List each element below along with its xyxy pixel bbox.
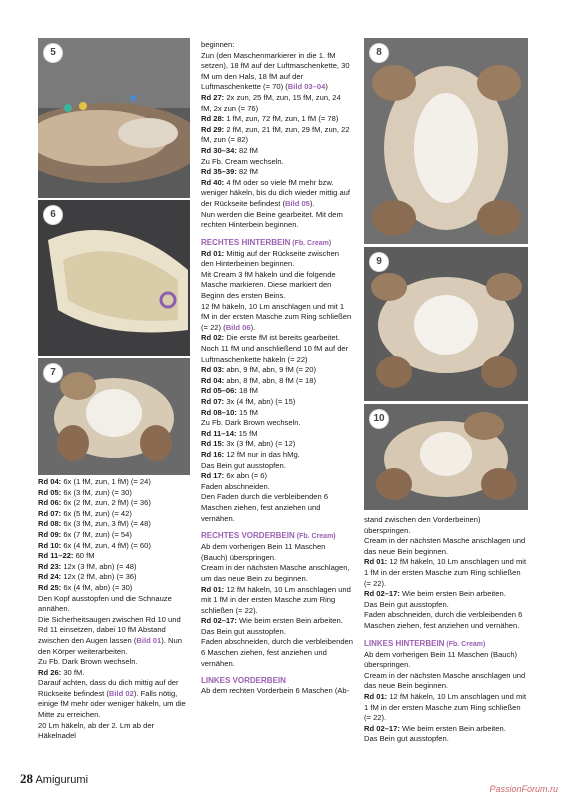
round-line: Rd 01: Mittig auf der Rückseite zwischen den Hinterbeinen beginnen.	[201, 248, 340, 269]
photo-badge: 5	[44, 44, 62, 62]
round-line: Rd 06: 6x (2 fM, zun, 2 fM) (= 36)	[38, 498, 151, 508]
round-line: Rd 01: 12 fM häkeln, 10 Lm anschlagen und mit 1 fM in der ersten Masche zum Ring schließen (= 22).	[364, 691, 527, 723]
round-line: Rd 35–39: 82 fM	[201, 167, 258, 177]
round-line: Rd 28: 1 fM, zun, 72 fM, zun, 1 fM (= 78)	[201, 114, 339, 124]
text-column-middle	[201, 40, 353, 697]
paragraph: Ab dem vorherigen Bein 11 Maschen (Bauch) überspringen.	[201, 542, 326, 562]
page-footer	[20, 771, 88, 787]
paragraph: Cream in der nächsten Masche anschlagen und das neue Bein beginnen.	[364, 670, 526, 691]
paragraph: Zu Fb. Dark Brown wechseln.	[201, 418, 301, 428]
section-heading: RECHTES HINTERBEIN (Fb. Cream)	[201, 237, 332, 247]
round-line: Rd 01: 12 fM häkeln, 10 Lm anschlagen und mit 1 fM in der ersten Masche zum Ring schließen (= 22).	[201, 584, 351, 615]
round-line: Rd 16: 12 fM nur in das hMg.	[201, 449, 300, 459]
round-line: Rd 24: 12x (2 fM, abn) (= 36)	[38, 572, 137, 582]
round-line: Rd 27: 2x zun, 25 fM, zun, 15 fM, zun, 24 fM, 2x zun (= 76)	[201, 92, 341, 113]
round-line: Rd 03: abn, 9 fM, abn, 9 fM (= 20)	[201, 365, 317, 375]
photo-8-image	[364, 38, 528, 244]
round-line: Rd 09: 6x (7 fM, zun) (= 54)	[38, 529, 132, 539]
section-heading: RECHTES VORDERBEIN (Fb. Cream)	[201, 531, 336, 541]
round-line: Rd 15: 3x (3 fM, abn) (= 12)	[201, 439, 296, 449]
paragraph: Das Bein gut ausstopfen.	[201, 460, 286, 470]
round-line: Rd 08: 6x (3 fM, zun, 3 fM) (= 48)	[38, 519, 151, 529]
round-line: Rd 11–22: 60 fM	[38, 551, 95, 561]
round-line: Rd 10: 6x (4 fM, zun, 4 fM) (= 60)	[38, 540, 151, 550]
paragraph: Cream in der nächsten Masche anschlagen und das neue Bein beginnen.	[364, 536, 526, 556]
photo-badge: 7	[44, 364, 62, 382]
section-heading: LINKES VORDERBEIN	[201, 676, 286, 686]
section-heading: LINKES HINTERBEIN (Fb. Cream)	[364, 638, 486, 648]
paragraph: stand zwischen den Vorderbeinen) überspringen.	[364, 515, 481, 535]
round-line: Rd 25: 6x (4 fM, abn) (= 30)	[38, 582, 133, 592]
paragraph: Das Bein gut ausstopfen.	[201, 626, 286, 636]
paragraph: Den Kopf ausstopfen und die Schnauze annähen.	[38, 593, 172, 614]
round-line: Rd 23: 12x (3 fM, abn) (= 48)	[38, 561, 137, 571]
paragraph: Den Faden durch die verbleibenden 6 Maschen ziehen, fest anziehen und vernähen.	[201, 492, 329, 523]
paragraph: Noch 11 fM und anschließend 10 fM auf der Luftmaschenkette häkeln (= 22)	[201, 344, 349, 364]
paragraph: beginnen:	[201, 40, 235, 49]
round-line: Rd 05–06: 18 fM	[201, 386, 258, 396]
round-line: Rd 05: 6x (3 fM, zun) (= 30)	[38, 487, 132, 497]
round-line: Rd 08–10: 15 fM	[201, 407, 258, 417]
paragraph: Das Bein gut ausstopfen.	[364, 599, 449, 609]
round-line: Rd 17: 6x abn (= 6)	[201, 471, 268, 481]
photo-9	[364, 247, 528, 401]
text-column-right	[364, 515, 528, 745]
round-line: Rd 26: 30 fM.	[38, 667, 85, 677]
photo-8	[364, 38, 528, 244]
round-line: Rd 30–34: 82 fM	[201, 145, 258, 155]
photo-badge: 9	[370, 253, 388, 271]
paragraph: Das Bein gut ausstopfen.	[364, 734, 449, 744]
paragraph: Ab dem vorherigen Bein 11 Maschen (Bauch) überspringen.	[364, 649, 518, 670]
round-line: Rd 02: Die erste fM ist bereits gearbeitet.	[201, 333, 340, 343]
paragraph: Faden abschneiden, durch die verbleibenden 6 Maschen ziehen, fest anziehen und vernähen.	[201, 637, 353, 668]
photo-10	[364, 404, 528, 510]
round-line: Rd 29: 2 fM, zun, 21 fM, zun, 29 fM, zun, 22 fM, zun (= 82)	[201, 124, 350, 145]
paragraph: Mit Cream 3 fM häkeln und die folgende Masche markieren. Diese markiert den Beginn des ersten Beins.	[201, 269, 336, 301]
round-line: Rd 02–17: Wie beim ersten Bein arbeiten.	[201, 616, 343, 626]
paragraph: Ab dem rechten Vorderbein 6 Maschen (Ab-	[201, 686, 350, 696]
photo-9-image	[364, 247, 528, 401]
text-column-left	[38, 477, 190, 742]
photo-6	[38, 200, 190, 356]
photo-7	[38, 358, 190, 475]
round-line: Rd 01: 12 fM häkeln, 10 Lm anschlagen und mit 1 fM in der ersten Masche zum Ring schließen (= 22).	[364, 557, 527, 588]
paragraph: Zun (den Maschenmarkierer in die 1. fM setzen), 18 fM auf der Luftmaschenkette, 30 fM um den Hals, 18 fM auf der Luftmaschenkette (= 70) (Bild 03–04)	[201, 50, 350, 92]
paragraph: Zu Fb. Cream wechseln.	[201, 156, 284, 166]
photo-10-image	[364, 404, 528, 510]
image-reference: Bild 06	[225, 322, 251, 332]
paragraph: 12 fM häkeln, 10 Lm anschlagen und mit 1 fM in der ersten Masche zum Ring schließen (= 22) (Bild 06).	[201, 301, 352, 332]
paragraph: Zu Fb. Dark Brown wechseln.	[38, 657, 138, 667]
watermark: PassionForum.ru	[489, 784, 558, 794]
paragraph: Faden abschneiden.	[201, 481, 270, 491]
round-line: Rd 11–14: 15 fM	[201, 428, 258, 438]
magazine-title: Amigurumi	[35, 774, 89, 786]
round-line: Rd 07: 3x (4 fM, abn) (= 15)	[201, 397, 296, 406]
photo-5	[38, 38, 190, 198]
photo-badge: 6	[44, 206, 62, 224]
paragraph: Die Sicherheitsaugen zwischen Rd 10 und Rd 11 einsetzen, dabei 10 fM Abstand zwischen den Augen lassen (Bild 01). Nun den Körper weiterarbeiten.	[38, 614, 182, 656]
paragraph: 20 Lm häkeln, ab der 2. Lm ab der Häkelnadel	[38, 720, 155, 741]
photo-6-image	[38, 200, 190, 356]
image-reference: Bild 01	[136, 635, 162, 645]
round-line: Rd 04: 6x (1 fM, zun, 1 fM) (= 24)	[38, 477, 151, 486]
image-reference: Bild 03–04	[287, 82, 326, 92]
paragraph: Darauf achten, dass du dich mittig auf der Rückseite befindest (Bild 02). Falls nötig, einige fM mehr oder weniger häkeln, um die Mitte zu erreichen.	[38, 678, 186, 720]
paragraph: Nun werden die Beine gearbeitet. Mit dem rechten Hinterbein beginnen.	[201, 209, 343, 230]
photo-5-image	[38, 38, 190, 198]
round-line: Rd 02–17: Wie beim ersten Bein arbeiten.	[364, 589, 506, 599]
round-line: Rd 04: abn, 8 fM, abn, 8 fM (= 18)	[201, 375, 317, 385]
round-line: Rd 07: 6x (5 fM, zun) (= 42)	[38, 508, 132, 518]
image-reference: Bild 05	[285, 198, 310, 208]
round-line: Rd 40: 4 fM oder so viele fM mehr bzw. weniger häkeln, bis du dich wieder mittig auf der Rückseite befindest (Bild 05).	[201, 177, 351, 208]
paragraph: Cream in der nächsten Masche anschlagen, um das neue Bein zu beginnen.	[201, 563, 350, 583]
photo-badge: 10	[370, 410, 388, 428]
paragraph: Faden abschneiden, durch die verbleibenden 6 Maschen ziehen, fest anziehen und vernähen.	[364, 610, 523, 630]
round-line: Rd 02–17: Wie beim ersten Bein arbeiten.	[364, 723, 506, 733]
photo-badge: 8	[370, 44, 388, 62]
image-reference: Bild 02	[108, 688, 134, 698]
page-number: 28	[20, 771, 33, 786]
